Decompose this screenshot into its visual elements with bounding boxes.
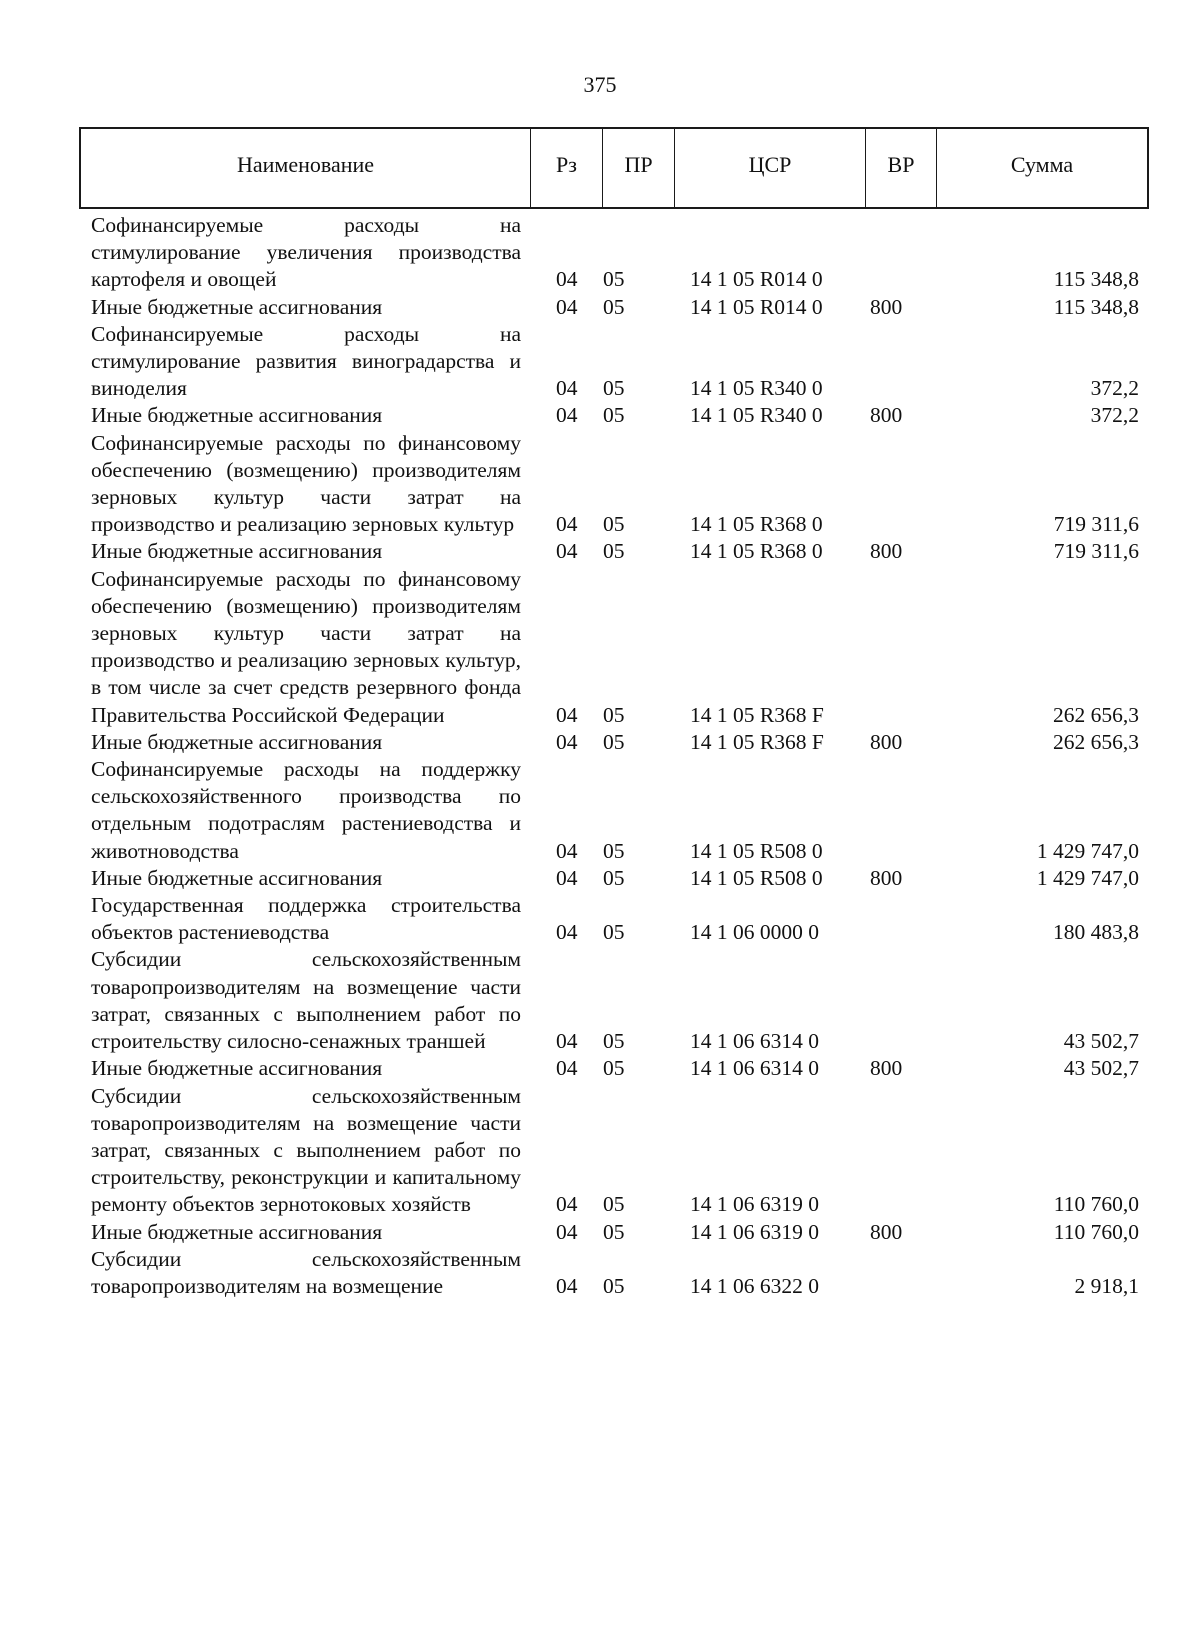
header-name: Наименование: [81, 129, 531, 207]
table-row: [79, 430, 1149, 539]
page-number: 375: [583, 72, 617, 97]
row-name: Субсидии сельскохозяйственным товаропроизводителям на возмещение части затрат, связанных с выполнением работ по строительству силосно-сенажных траншей: [91, 947, 521, 1054]
row-csr: 14 1 05 R508 0: [690, 865, 823, 890]
row-pr: 05: [603, 294, 625, 319]
table-body: [79, 212, 1149, 1300]
header-sum: Сумма: [1010, 152, 1074, 177]
row-name: Иные бюджетные ассигнования: [91, 294, 383, 319]
row-sum: 719 311,6: [1053, 512, 1139, 537]
row-pr: 05: [603, 729, 625, 754]
row-csr: 14 1 06 6319 0: [690, 1192, 819, 1217]
table-row: [79, 1055, 1149, 1082]
row-rz: 04: [556, 838, 578, 863]
row-name: Софинансируемые расходы на стимулирование увеличения производства картофеля и овощей: [91, 213, 521, 292]
row-name: Иные бюджетные ассигнования: [91, 865, 383, 890]
row-rz: 04: [556, 376, 578, 401]
row-csr: 14 1 05 R014 0: [690, 294, 823, 319]
row-sum: 1 429 747,0: [1036, 865, 1139, 890]
table-row: [79, 402, 1149, 429]
row-rz: 04: [556, 1056, 578, 1081]
row-pr: 05: [603, 539, 625, 564]
row-csr: 14 1 05 R368 0: [690, 539, 823, 564]
row-csr: 14 1 05 R340 0: [690, 403, 823, 428]
row-name: Софинансируемые расходы на стимулирование развития виноградарства и виноделия: [91, 321, 521, 401]
row-vr: 800: [870, 403, 903, 428]
row-csr: 14 1 06 0000 0: [690, 920, 819, 945]
table-row: [79, 1246, 1149, 1300]
table-row: [79, 321, 1149, 403]
row-rz: 04: [556, 729, 578, 754]
row-pr: 05: [603, 512, 625, 537]
row-name: Софинансируемые расходы на поддержку сельскохозяйственного производства по отдельным подотраслям растениеводства и животноводства: [91, 757, 521, 863]
row-pr: 05: [603, 1192, 625, 1217]
row-name: Иные бюджетные ассигнования: [91, 1056, 383, 1081]
row-csr: 14 1 06 6322 0: [690, 1273, 819, 1298]
table-row: [79, 729, 1149, 756]
row-name: Иные бюджетные ассигнования: [91, 1219, 383, 1244]
table-row: [79, 1083, 1149, 1219]
row-sum: 719 311,6: [1053, 539, 1139, 564]
header-csr: ЦСР: [675, 129, 866, 207]
row-sum: 110 760,0: [1053, 1192, 1139, 1217]
row-sum: 115 348,8: [1053, 294, 1139, 319]
row-vr: 800: [870, 539, 903, 564]
row-rz: 04: [556, 702, 578, 727]
row-sum: 180 483,8: [1053, 920, 1139, 945]
row-vr: 800: [870, 1056, 903, 1081]
table-row: [79, 946, 1149, 1055]
row-pr: 05: [603, 920, 625, 945]
row-vr: 800: [870, 729, 903, 754]
table-header: [79, 127, 1149, 209]
row-rz: 04: [556, 267, 578, 292]
row-rz: 04: [556, 1219, 578, 1244]
row-csr: 14 1 05 R368 F: [690, 702, 824, 727]
row-sum: 110 760,0: [1053, 1219, 1139, 1244]
row-pr: 05: [603, 1219, 625, 1244]
row-rz: 04: [556, 403, 578, 428]
row-rz: 04: [556, 1029, 578, 1054]
table-row: [79, 892, 1149, 946]
row-name: Софинансируемые расходы по финансовому обеспечению (возмещению) производителям зерновых культур части затрат на производство и реализацию зерновых культур, в том числе за счет средств резервного фонда Правительства Российской Федерации: [91, 566, 521, 727]
row-sum: 2 918,1: [1074, 1273, 1139, 1298]
row-csr: 14 1 06 6319 0: [690, 1219, 819, 1244]
row-pr: 05: [603, 1056, 625, 1081]
table-row: [79, 1219, 1149, 1246]
row-sum: 262 656,3: [1053, 729, 1139, 754]
row-vr: 800: [870, 865, 903, 890]
row-vr: 800: [870, 1219, 903, 1244]
header-pr: ПР: [603, 129, 675, 207]
row-name: Государственная поддержка строительства объектов растениеводства: [91, 893, 521, 945]
row-pr: 05: [603, 1029, 625, 1054]
table-row: [79, 294, 1149, 321]
row-name: Субсидии сельскохозяйственным товаропроизводителям на возмещение: [91, 1246, 521, 1298]
row-sum: 372,2: [1090, 376, 1139, 401]
table-row: [79, 538, 1149, 565]
table-row: [79, 865, 1149, 892]
row-name: Иные бюджетные ассигнования: [91, 539, 383, 564]
row-name: Иные бюджетные ассигнования: [91, 729, 383, 754]
row-csr: 14 1 06 6314 0: [690, 1029, 819, 1054]
row-rz: 04: [556, 539, 578, 564]
row-vr: 800: [870, 294, 903, 319]
row-csr: 14 1 06 6314 0: [690, 1056, 819, 1081]
row-pr: 05: [603, 865, 625, 890]
row-rz: 04: [556, 512, 578, 537]
row-rz: 04: [556, 294, 578, 319]
row-pr: 05: [603, 376, 625, 401]
row-rz: 04: [556, 920, 578, 945]
row-csr: 14 1 05 R340 0: [690, 376, 823, 401]
row-pr: 05: [603, 1273, 625, 1298]
header-rz: Рз: [531, 129, 603, 207]
row-sum: 262 656,3: [1053, 702, 1139, 727]
row-csr: 14 1 05 R014 0: [690, 267, 823, 292]
row-pr: 05: [603, 267, 625, 292]
row-rz: 04: [556, 1273, 578, 1298]
row-sum: 1 429 747,0: [1036, 838, 1139, 863]
row-name: Субсидии сельскохозяйственным товаропроизводителям на возмещение части затрат, связанных с выполнением работ по строительству, реконструкции и капитальному ремонту объектов зернотоковых хозяйств: [91, 1083, 521, 1217]
row-sum: 115 348,8: [1053, 267, 1139, 292]
row-rz: 04: [556, 1192, 578, 1217]
row-name: Софинансируемые расходы по финансовому обеспечению (возмещению) производителям зерновых культур части затрат на производство и реализацию зерновых культур: [91, 430, 521, 537]
table-row: [79, 756, 1149, 865]
row-csr: 14 1 05 R368 F: [690, 729, 824, 754]
row-pr: 05: [603, 403, 625, 428]
row-sum: 372,2: [1090, 403, 1139, 428]
row-rz: 04: [556, 865, 578, 890]
row-pr: 05: [603, 838, 625, 863]
row-sum: 43 502,7: [1063, 1029, 1139, 1054]
row-sum: 43 502,7: [1063, 1056, 1139, 1081]
row-csr: 14 1 05 R368 0: [690, 512, 823, 537]
row-name: Иные бюджетные ассигнования: [91, 403, 383, 428]
header-vr: ВР: [866, 129, 937, 207]
table-row: [79, 566, 1149, 729]
table-row: [79, 212, 1149, 294]
row-csr: 14 1 05 R508 0: [690, 838, 823, 863]
row-pr: 05: [603, 702, 625, 727]
